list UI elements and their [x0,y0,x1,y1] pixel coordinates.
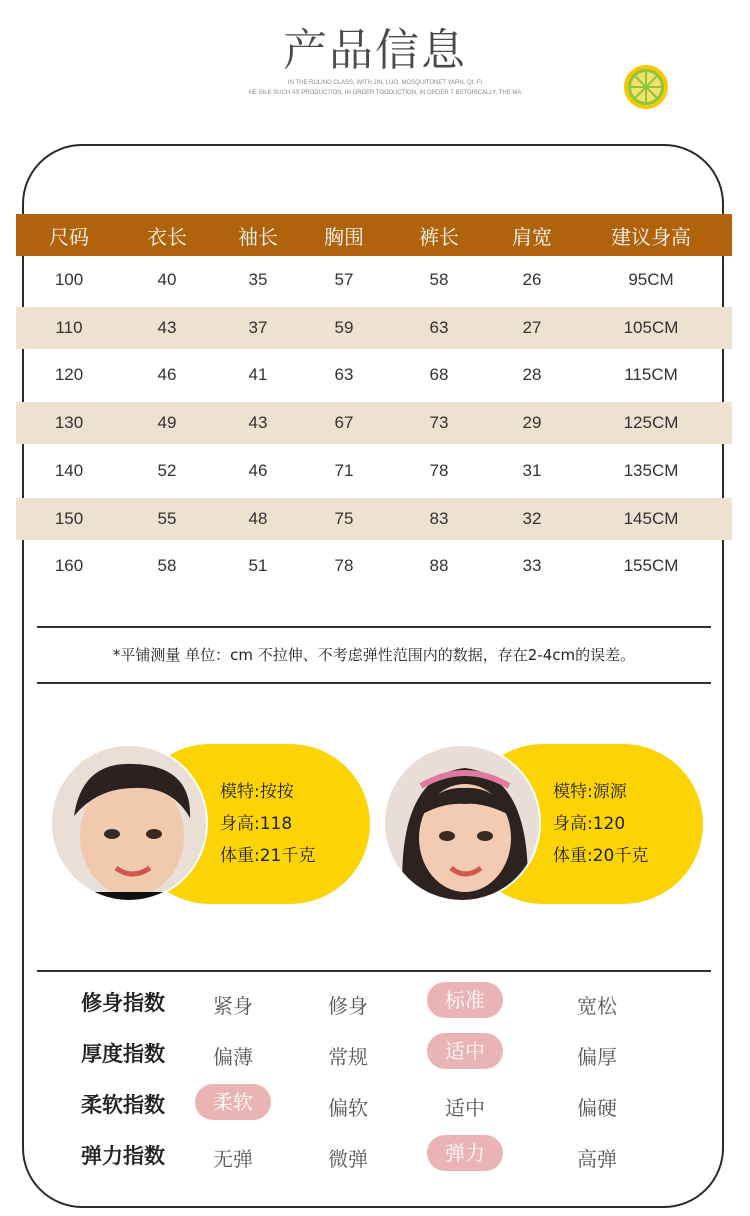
index-option: 宽松 [577,994,617,1018]
table-cell: 135CM [623,460,679,480]
index-option: 常规 [328,1045,368,1069]
column-header: 袖长 [238,224,278,249]
table-row [16,402,732,444]
index-option: 修身 [328,994,368,1018]
table-cell: 120 [54,365,84,385]
table-cell: 52 [157,460,177,480]
index-option-selected: 柔软 [195,1084,271,1120]
index-row [37,1079,711,1129]
table-cell: 88 [429,556,449,576]
divider-indices [37,970,711,972]
table-cell: 105CM [623,317,679,337]
column-header: 肩宽 [512,224,552,249]
model-info [220,776,315,872]
table-cell: 63 [429,317,449,337]
table-cell: 29 [522,413,542,432]
model-height: 身高:118 [220,814,293,834]
model-card-boy [50,744,372,904]
table-cell: 49 [157,413,177,432]
lemon-slice-icon [623,64,669,110]
table-cell: 46 [248,460,268,480]
table-cell: 51 [248,556,268,576]
index-option: 偏软 [328,1096,368,1120]
table-cell: 35 [248,269,268,289]
table-row [16,543,732,591]
measurement-note: *平铺测量 单位：cm 不拉伸、不考虑弹性范围内的数据，存在2-4cm的误差。 [112,646,636,664]
model-card-girl [383,744,705,904]
table-cell: 130 [54,413,84,432]
table-cell: 110 [55,317,83,337]
table-cell: 71 [334,460,354,480]
subtitle-line-1: IN THE RULING CLASS, WITH JIN, LUO, MOSQUITONET YARN, QI, FI [287,80,483,86]
index-row [37,1028,711,1078]
table-cell: 67 [334,413,354,432]
column-header: 裤长 [419,224,459,249]
column-header: 尺码 [49,224,89,249]
model-name: 模特:源源 [553,782,627,802]
column-header: 衣长 [147,224,187,249]
table-cell: 27 [522,317,542,337]
index-option: 适中 [445,1096,485,1120]
index-option-selected: 适中 [427,1033,503,1069]
table-row [16,498,732,540]
table-cell: 32 [522,508,542,528]
table-row [16,352,732,400]
model-weight: 体重:21千克 [220,846,316,866]
table-cell: 78 [334,556,354,576]
table-cell: 115CM [624,365,678,385]
model-photo-boy [50,744,208,902]
table-cell: 140 [54,460,84,480]
model-height: 身高:120 [553,814,626,834]
index-option: 高弹 [577,1147,617,1171]
table-row [16,447,732,495]
table-row [16,256,732,304]
model-photo-girl [383,744,541,902]
table-cell: 26 [522,269,542,289]
table-cell: 63 [334,365,354,385]
table-cell: 37 [248,317,268,337]
index-option: 无弹 [213,1147,253,1171]
boy-face-icon [52,746,208,902]
table-cell: 145CM [623,508,679,528]
index-option: 紧身 [213,994,253,1018]
table-cell: 58 [429,269,449,289]
index-option: 微弹 [328,1147,368,1171]
table-cell: 59 [334,317,354,337]
index-label: 柔软指数 [81,1093,165,1117]
table-cell: 46 [157,365,177,385]
size-table-header [16,214,732,256]
divider-top [37,626,711,628]
table-cell: 33 [522,556,542,576]
size-table-body [16,256,732,590]
index-row [37,1130,711,1180]
index-option: 偏厚 [577,1045,617,1069]
table-cell: 43 [157,317,177,337]
table-row [16,307,732,349]
table-cell: 75 [334,508,354,528]
index-label: 修身指数 [81,991,165,1015]
table-cell: 155CM [623,556,679,576]
table-cell: 58 [157,556,177,576]
model-info [553,776,648,872]
index-row [37,977,711,1027]
index-option: 偏硬 [577,1096,617,1120]
table-cell: 73 [429,413,449,432]
model-weight: 体重:20千克 [553,846,649,866]
table-cell: 95CM [628,269,674,289]
divider-bottom [37,682,711,684]
index-label: 厚度指数 [81,1042,165,1066]
table-cell: 125CM [623,413,679,432]
index-option-selected: 标准 [427,982,503,1018]
index-label: 弹力指数 [81,1144,165,1168]
table-cell: 78 [429,460,449,480]
table-cell: 160 [54,556,84,576]
table-cell: 40 [157,269,177,289]
table-cell: 68 [429,365,449,385]
column-header: 建议身高 [611,224,691,249]
index-option: 偏薄 [213,1045,253,1069]
table-cell: 83 [429,508,449,528]
subtitle-line-2: NE SILK SUCH AS PRODUCTION, IN ORDER TOODUCTION, IN ORDER T BSTORICALLY, THE MA [248,90,522,96]
size-table [16,214,732,590]
index-option-selected: 弹力 [427,1135,503,1171]
table-cell: 150 [54,508,84,528]
table-cell: 57 [334,269,354,289]
girl-face-icon [385,746,541,902]
table-cell: 48 [248,508,268,528]
column-header: 胸围 [324,224,364,249]
table-cell: 28 [522,365,542,385]
page-title: 产品信息 [283,25,467,76]
table-cell: 43 [248,413,268,432]
table-cell: 31 [522,460,542,480]
table-cell: 100 [54,269,84,289]
table-cell: 41 [248,365,268,385]
table-cell: 55 [157,508,177,528]
model-name: 模特:按按 [220,782,294,802]
